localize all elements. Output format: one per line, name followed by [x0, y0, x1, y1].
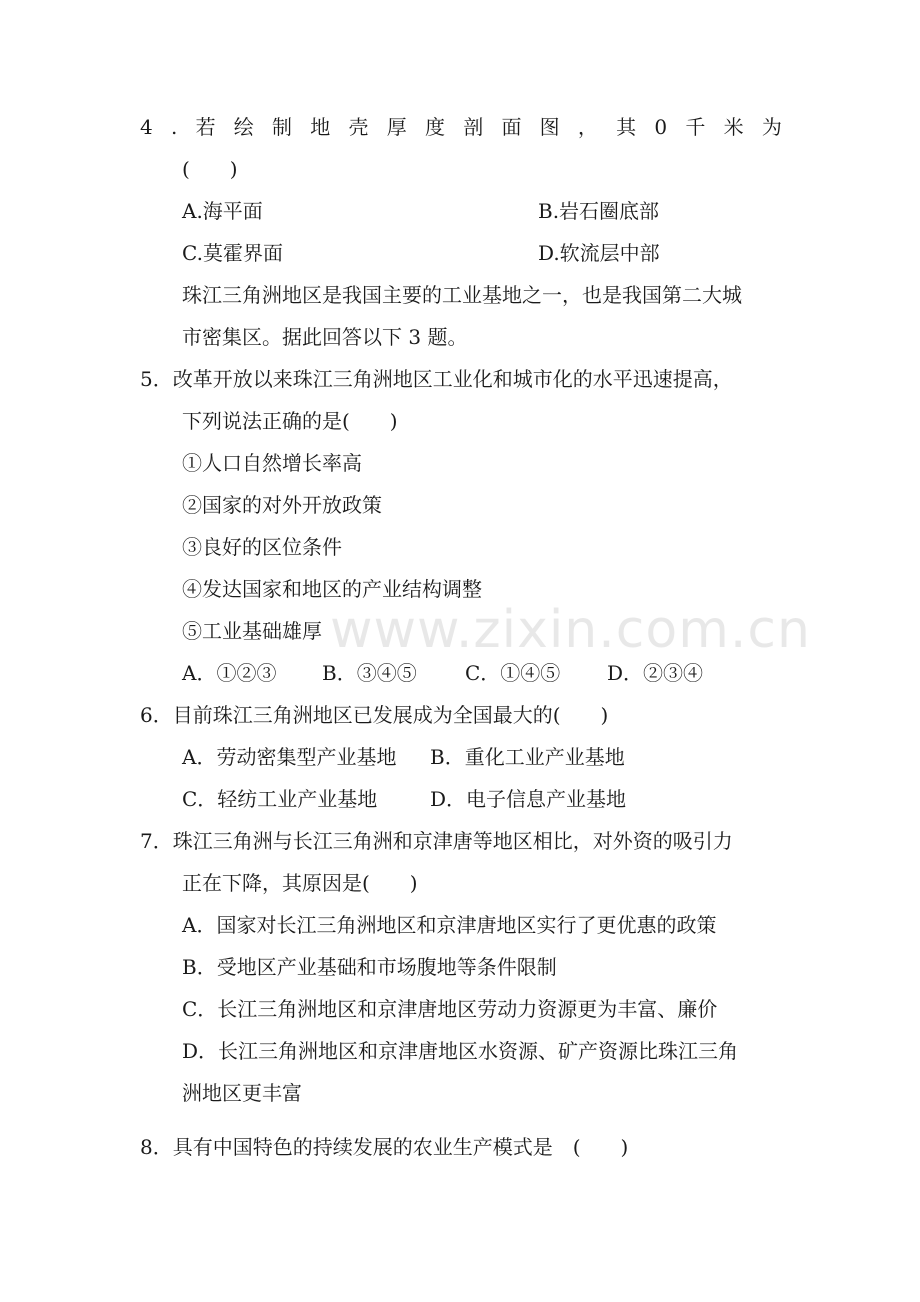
- question-5-stem-cont: 下列说法正确的是( ): [182, 409, 398, 433]
- q4-char: 0: [654, 115, 668, 139]
- q6-option-d: D．电子信息产业基地: [430, 787, 627, 811]
- q5-item-4: ④发达国家和地区的产业结构调整: [182, 577, 482, 601]
- q4-char: 米: [723, 115, 744, 139]
- q7-option-a: A．国家对长江三角洲地区和京津唐地区实行了更优惠的政策: [182, 913, 717, 937]
- q7-option-d: D．长江三角洲地区和京津唐地区水资源、矿产资源比珠江三角: [182, 1039, 739, 1063]
- q4-answer-paren: ( ): [182, 157, 238, 181]
- q7-option-d-cont: 洲地区更丰富: [182, 1081, 302, 1105]
- q4-char: 4: [140, 115, 153, 139]
- q4-char: 地: [310, 115, 331, 139]
- q6-option-a: A．劳动密集型产业基地: [182, 745, 397, 769]
- q6-option-b: B．重化工业产业基地: [430, 745, 625, 769]
- q7-option-c: C．长江三角洲地区和京津唐地区劳动力资源更为丰富、廉价: [182, 997, 718, 1021]
- intro-line-1: 珠江三角洲地区是我国主要的工业基地之一，也是我国第二大城: [182, 283, 742, 307]
- q4-char: ，: [577, 115, 598, 139]
- question-8-stem: 8．具有中国特色的持续发展的农业生产模式是 ( ): [140, 1135, 629, 1159]
- q4-option-b: B.岩石圈底部: [538, 199, 660, 223]
- q4-char: 剖: [463, 115, 484, 139]
- q4-char: 若: [195, 115, 216, 139]
- q5-item-1: ①人口自然增长率高: [182, 451, 362, 475]
- q4-char: 壳: [348, 115, 369, 139]
- q4-char: 其: [616, 115, 637, 139]
- q4-char: 千: [685, 115, 706, 139]
- q4-option-d: D.软流层中部: [538, 241, 660, 265]
- q5-option-b: B．③④⑤: [322, 661, 417, 685]
- q4-char: .: [170, 115, 178, 139]
- question-7-stem-cont: 正在下降，其原因是( ): [182, 871, 418, 895]
- q5-option-c: C．①④⑤: [465, 661, 561, 685]
- q5-item-5: ⑤工业基础雄厚: [182, 619, 322, 643]
- q4-char: 度: [424, 115, 445, 139]
- q4-char: 为: [761, 115, 782, 139]
- watermark: www.zixin.com.cn: [330, 600, 811, 660]
- q4-option-a: A.海平面: [182, 199, 263, 223]
- question-7-stem: 7．珠江三角洲与长江三角洲和京津唐等地区相比，对外资的吸引力: [140, 829, 733, 853]
- q4-char: 绘: [233, 115, 254, 139]
- question-5-stem: 5．改革开放以来珠江三角洲地区工业化和城市化的水平迅速提高，: [140, 367, 733, 391]
- q5-item-3: ③良好的区位条件: [182, 535, 342, 559]
- question-4-stem: [140, 113, 782, 141]
- q4-option-c: C.莫霍界面: [182, 241, 283, 265]
- q5-option-d: D．②③④: [607, 661, 704, 685]
- q7-option-b: B．受地区产业基础和市场腹地等条件限制: [182, 955, 557, 979]
- q4-char: 厚: [386, 115, 407, 139]
- q5-item-2: ②国家的对外开放政策: [182, 493, 382, 517]
- intro-line-2: 市密集区。据此回答以下 3 题。: [182, 325, 468, 349]
- q6-option-c: C．轻纺工业产业基地: [182, 787, 378, 811]
- q4-char: 图: [539, 115, 560, 139]
- q4-char: 面: [501, 115, 522, 139]
- question-6-stem: 6．目前珠江三角洲地区已发展成为全国最大的( ): [140, 703, 609, 727]
- q5-option-a: A．①②③: [182, 661, 277, 685]
- q4-char: 制: [272, 115, 293, 139]
